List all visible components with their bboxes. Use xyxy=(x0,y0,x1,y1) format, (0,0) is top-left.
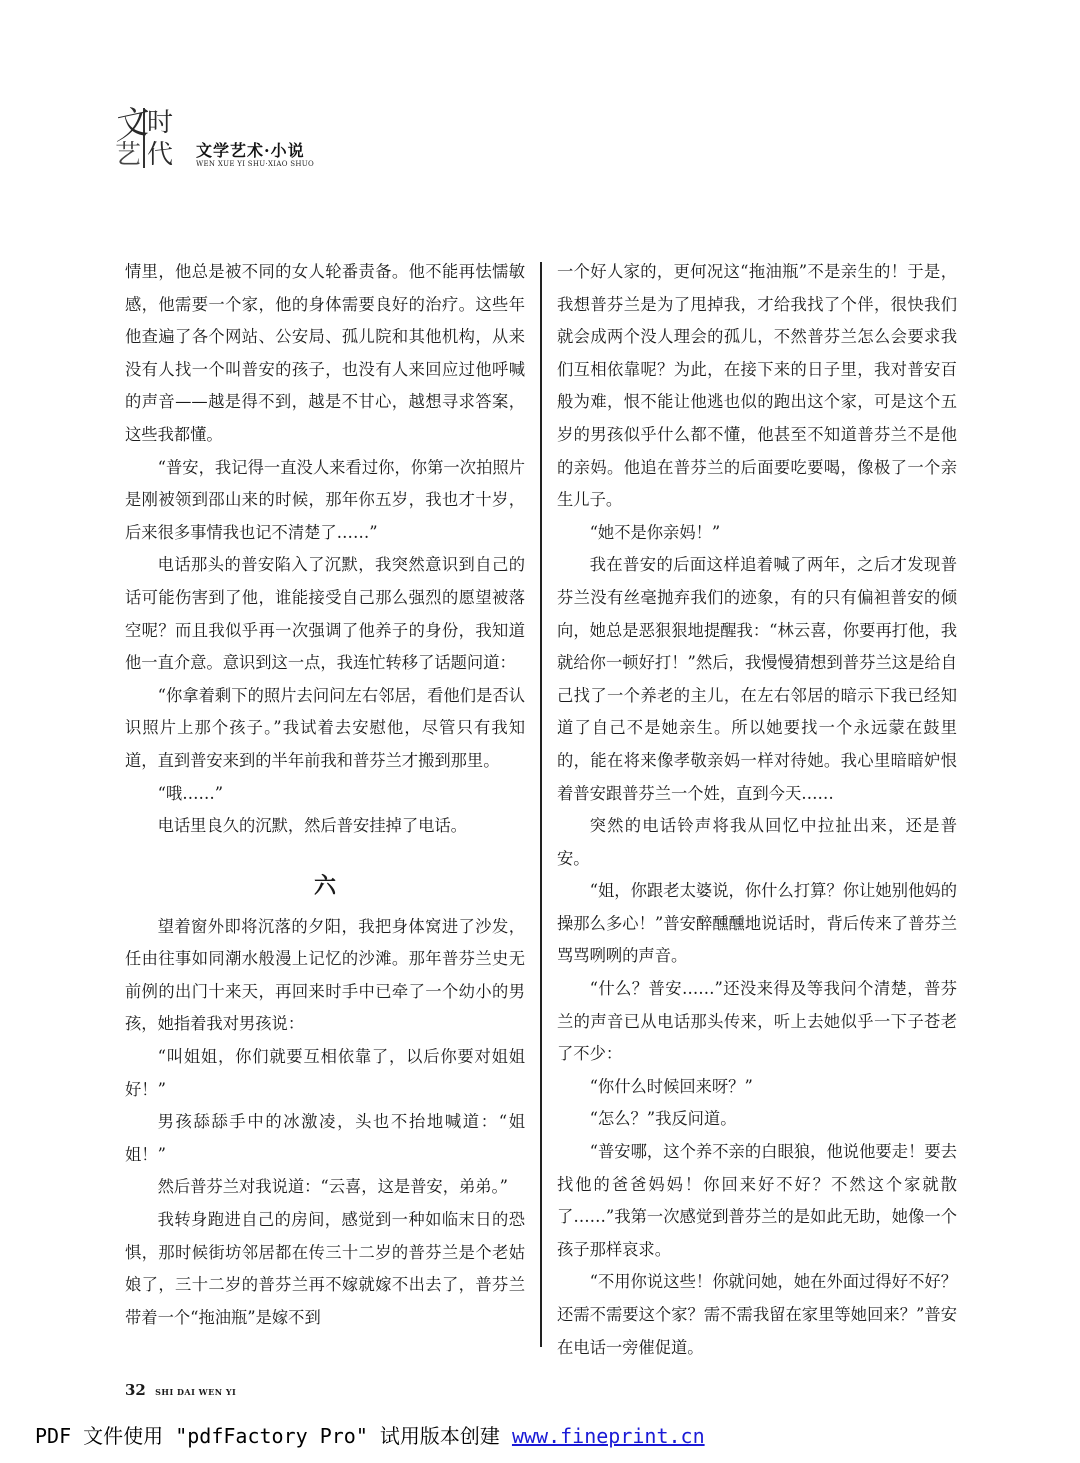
paragraph: 突然的电话铃声将我从回忆中拉扯出来，还是普安。 xyxy=(557,816,957,868)
magazine-logo xyxy=(109,101,193,170)
paragraph: “普安哪，这个养不亲的白眼狼，他说他要走！要去找他的爸爸妈妈！你回来好不好？不然这个家就散了……”我第一次感觉到普芬兰的是如此无助，她像一个孩子那样哀求。 xyxy=(557,1142,957,1259)
section-pinyin: WEN XUE YI SHU·XIAO SHUO xyxy=(196,160,315,168)
logo-char-yi: 艺 xyxy=(115,140,142,170)
pdf-notice-text: PDF 文件使用 "pdfFactory Pro" 试用版本创建 xyxy=(35,1424,512,1448)
left-column xyxy=(125,256,525,1334)
paragraph: “什么？普安……”还没来得及等我问个清楚，普芬兰的声音已从电话那头传来，听上去她似乎一下子苍老了不少： xyxy=(557,979,957,1064)
fineprint-link[interactable]: www.fineprint.cn xyxy=(511,1424,705,1448)
paragraph: “普安，我记得一直没人来看过你，你第一次拍照片是刚被领到邵山来的时候，那年你五岁，我也才十岁，后来很多事情我也记不清楚了……” xyxy=(125,457,525,542)
magazine-name: SHI DAI WEN YI xyxy=(155,1387,237,1397)
paragraph: 电话那头的普安陷入了沉默，我突然意识到自己的话可能伤害到了他，谁能接受自己那么强烈的愿望被落空呢？而且我似乎再一次强调了他养子的身份，我知道他一直介意。意识到这一点，我连忙转移了话题问道： xyxy=(125,555,525,673)
paragraph: “怎么？”我反问道。 xyxy=(589,1109,737,1129)
paragraph: “你什么时候回来呀？” xyxy=(589,1076,753,1096)
page-footer xyxy=(125,1381,236,1399)
paragraph: 我在普安的后面这样追着喊了两年，之后才发现普芬兰没有丝毫抛弃我们的迹象，有的只有偏袒普安的倾向，她总是恶狠狠地提醒我：“林云喜，你要再打他，我就给你一顿好打！”然后，我慢慢猜想到普芬兰这是给自己找了一个养老的主儿，在左右邻居的暗示下我已经知道了自己不是她亲生。所以她要找一个永远蒙在鼓里的，能在将来像孝敬亲妈一样对待她。我心里暗暗妒恨着普安跟普芬兰一个姓，直到今天…… xyxy=(557,555,957,803)
paragraph: 电话里良久的沉默，然后普安挂掉了电话。 xyxy=(157,816,467,836)
paragraph: 一个好人家的，更何况这“拖油瓶”不是亲生的！于是，我想普芬兰是为了甩掉我，才给我找了个伴，很快我们就会成两个没人理会的孤儿，不然普芬兰怎么会要求我们互相依靠呢？为此，在接下来的日子里，我对普安百般为难，恨不能让他逃也似的跑出这个家，可是这个五岁的男孩似乎什么都不懂，他甚至不知道普芬兰不是他的亲妈。他追在普芬兰的后面要吃要喝，像极了一个亲生儿子。 xyxy=(557,262,957,510)
logo-char-wen: 文 xyxy=(109,101,151,149)
paragraph: “你拿着剩下的照片去问问左右邻居，看他们是否认识照片上那个孩子。”我试着去安慰他，尽管只有我知道，直到普安来到的半年前我和普芬兰才搬到那里。 xyxy=(125,685,525,770)
paragraph: 我转身跑进自己的房间，感觉到一种如临末日的恐惧，那时候街坊邻居都在传三十二岁的普芬兰是个老姑娘了，三十二岁的普芬兰再不嫁就嫁不出去了，普芬兰带着一个“拖油瓶”是嫁不到 xyxy=(125,1210,525,1327)
paragraph: “不用你说这些！你就问她，她在外面过得好不好？还需不需要这个家？需不需我留在家里等她回来？”普安在电话一旁催促道。 xyxy=(557,1272,957,1357)
paragraph: 然后普芬兰对我说道：“云喜，这是普安，弟弟。” xyxy=(157,1177,509,1197)
paragraph: 情里，他总是被不同的女人轮番责备。他不能再怯懦敏感，他需要一个家，他的身体需要良好的治疗。这些年他查遍了各个网站、公安局、孤儿院和其他机构，从来没有人找一个叫普安的孩子，也没有人来回应过他呼喊的声音——越是得不到，越是不甘心，越想寻求答案，这些我都懂。 xyxy=(125,262,525,444)
logo-char-shi: 时 xyxy=(147,108,174,138)
right-column xyxy=(557,256,957,1364)
logo-char-dai: 代 xyxy=(147,140,174,170)
page-number: 32 xyxy=(125,1381,146,1399)
paragraph: “姐，你跟老太婆说，你什么打算？你让她别他妈的操那么多心！”普安醉醺醺地说话时，背后传来了普芬兰骂骂咧咧的声音。 xyxy=(557,881,957,966)
pdf-creator-notice xyxy=(35,1420,705,1449)
paragraph: 男孩舔舔手中的冰激凌，头也不抬地喊道：“姐姐！” xyxy=(125,1112,525,1164)
section-title: 文学艺术·小说 xyxy=(196,141,305,160)
column-divider xyxy=(540,262,542,1347)
paragraph: “叫姐姐，你们就要互相依靠了，以后你要对姐姐好！” xyxy=(125,1047,525,1099)
paragraph: “她不是你亲妈！” xyxy=(589,522,721,542)
paragraph: “哦……” xyxy=(157,783,224,803)
paragraph: 望着窗外即将沉落的夕阳，我把身体窝进了沙发，任由往事如同潮水般漫上记忆的沙滩。那年普芬兰史无前例的出门十来天，再回来时手中已牵了一个幼小的男孩，她指着我对男孩说： xyxy=(125,916,525,1034)
chapter-heading: 六 xyxy=(313,872,336,899)
